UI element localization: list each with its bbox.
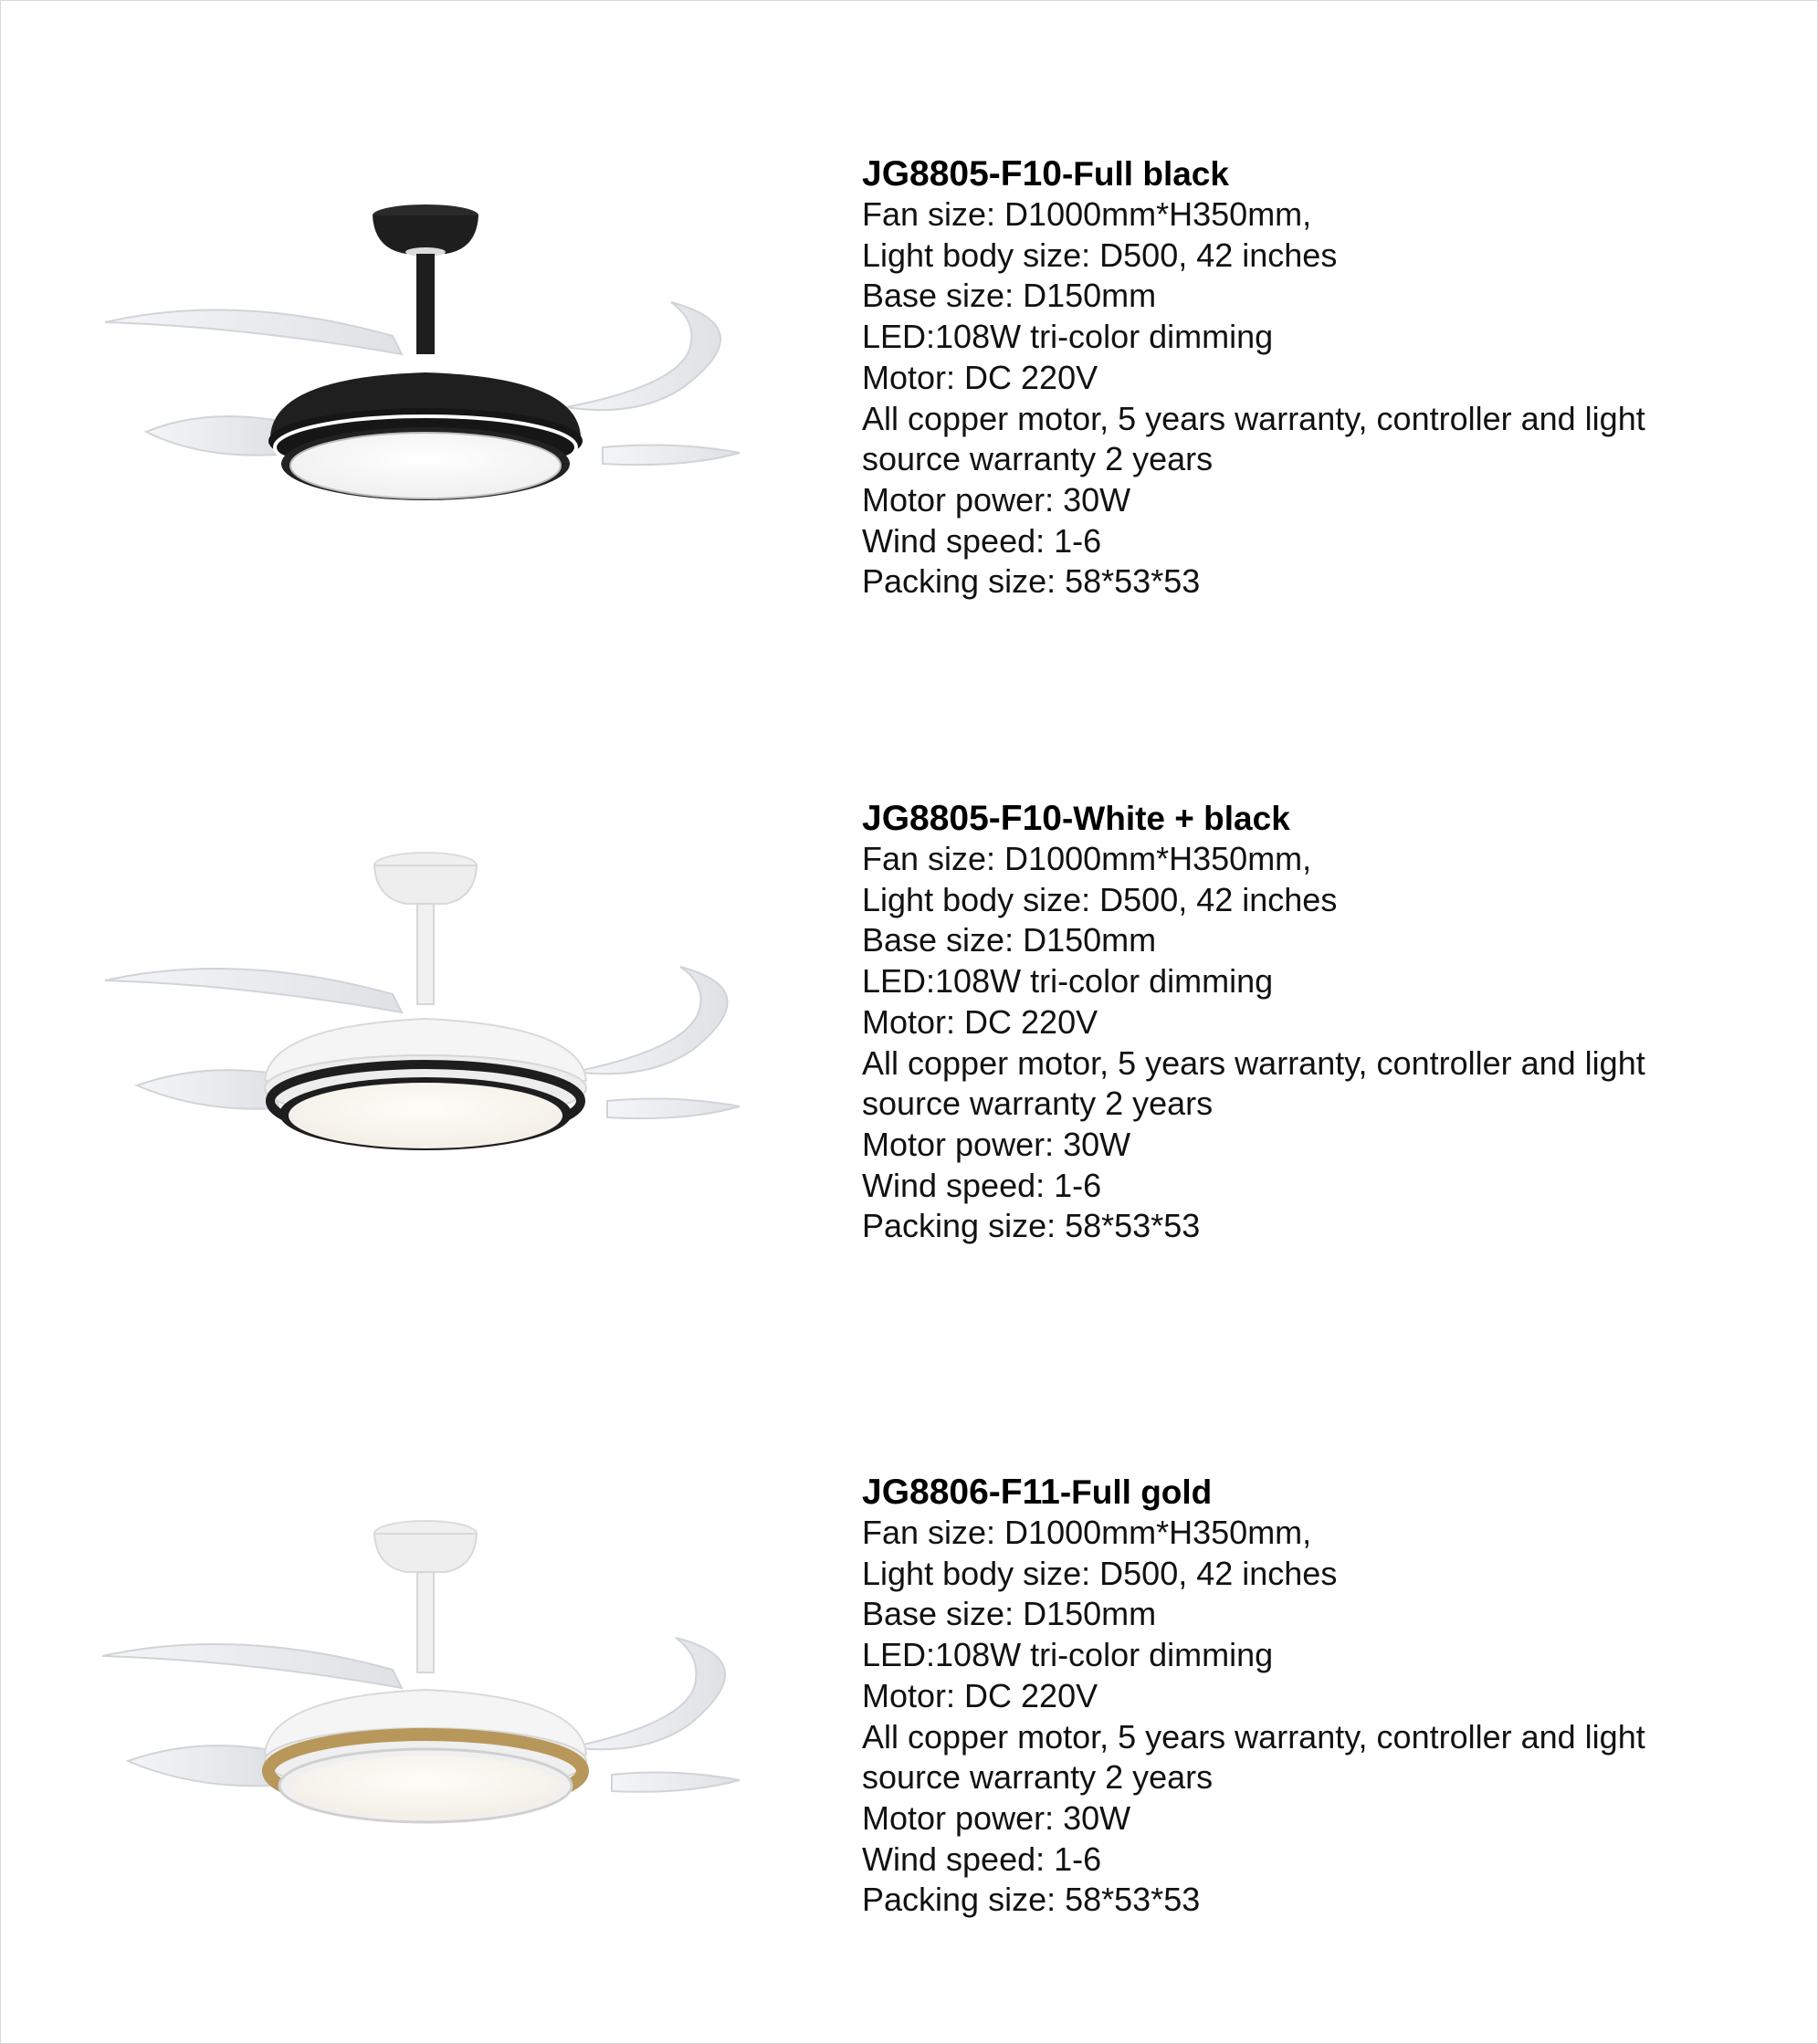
ceiling-fan-black-image <box>91 190 767 519</box>
fan-illustration-icon <box>91 844 767 1172</box>
ceiling-fan-white-black-image <box>91 844 767 1172</box>
spec-wind-speed: Wind speed: 1-6 <box>862 521 1102 560</box>
spec-motor: Motor: DC 220V <box>862 1002 1098 1041</box>
spec-motor-power: Motor power: 30W <box>862 480 1131 519</box>
spec-led: LED:108W tri-color dimming <box>862 318 1274 356</box>
spec-warranty-cont: source warranty 2 years <box>862 1085 1214 1123</box>
spec-base-size: Base size: D150mm <box>862 921 1157 959</box>
spec-warranty-cont: source warranty 2 years <box>862 1758 1214 1797</box>
product-title: JG8805-F10-Full black <box>862 154 1229 194</box>
spec-motor: Motor: DC 220V <box>862 1676 1098 1714</box>
spec-packing-size: Packing size: 58*53*53 <box>862 562 1201 601</box>
spec-fan-size: Fan size: D1000mm*H350mm, <box>862 840 1312 877</box>
spec-block <box>862 798 1775 1247</box>
spec-packing-size: Packing size: 58*53*53 <box>862 1881 1201 1919</box>
spec-light-body-size: Light body size: D500, 42 inches <box>862 1554 1338 1592</box>
spec-light-body-size: Light body size: D500, 42 inches <box>862 880 1338 918</box>
spec-light-body-size: Light body size: D500, 42 inches <box>862 236 1338 274</box>
product-title: JG8806-F11-Full gold <box>862 1473 1213 1512</box>
spec-block <box>862 1472 1775 1921</box>
spec-block <box>862 153 1775 603</box>
spec-motor: Motor: DC 220V <box>862 358 1098 396</box>
spec-warranty: All copper motor, 5 years warranty, controller and light <box>862 399 1645 437</box>
spec-fan-size: Fan size: D1000mm*H350mm, <box>862 195 1312 233</box>
spec-motor-power: Motor power: 30W <box>862 1125 1131 1163</box>
spec-fan-size: Fan size: D1000mm*H350mm, <box>862 1514 1312 1551</box>
spec-packing-size: Packing size: 58*53*53 <box>862 1207 1201 1245</box>
spec-led: LED:108W tri-color dimming <box>862 1636 1274 1674</box>
spec-base-size: Base size: D150mm <box>862 1595 1157 1633</box>
spec-warranty: All copper motor, 5 years warranty, controller and light <box>862 1717 1645 1756</box>
ceiling-fan-gold-image <box>91 1501 767 1829</box>
spec-motor-power: Motor power: 30W <box>862 1798 1131 1837</box>
spec-wind-speed: Wind speed: 1-6 <box>862 1840 1102 1878</box>
spec-base-size: Base size: D150mm <box>862 277 1157 315</box>
fan-illustration-icon <box>91 1501 767 1829</box>
spec-wind-speed: Wind speed: 1-6 <box>862 1166 1102 1204</box>
spec-led: LED:108W tri-color dimming <box>862 962 1274 1001</box>
spec-warranty: All copper motor, 5 years warranty, controller and light <box>862 1043 1645 1082</box>
fan-illustration-icon <box>91 190 767 519</box>
product-title: JG8805-F10-White + black <box>862 799 1290 838</box>
spec-warranty-cont: source warranty 2 years <box>862 440 1214 478</box>
